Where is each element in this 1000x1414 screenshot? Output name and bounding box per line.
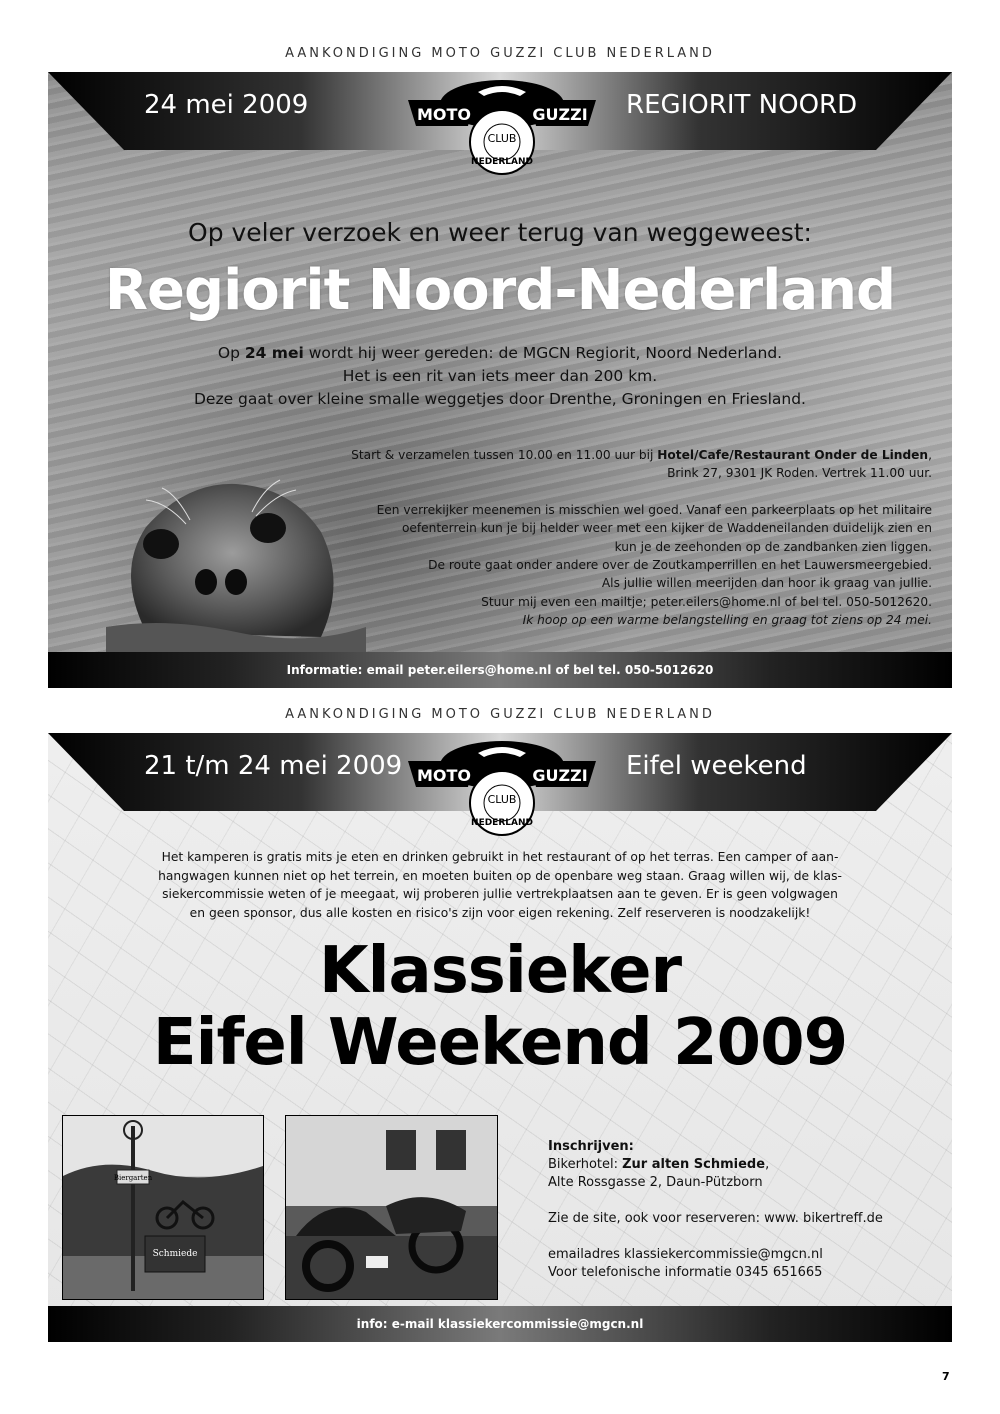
svg-text:GUZZI: GUZZI	[532, 105, 588, 124]
intro-line: Op veler verzoek en weer terug van weggeweest:	[188, 218, 812, 247]
event-banner-title: Eifel weekend	[626, 751, 807, 781]
section-header-label: AANKONDIGING MOTO GUZZI CLUB NEDERLAND	[285, 707, 715, 722]
moto-guzzi-club-logo	[404, 737, 600, 837]
svg-text:NEDERLAND: NEDERLAND	[471, 818, 533, 828]
hotel-sign-photo	[62, 1115, 264, 1300]
section-header-label: AANKONDIGING MOTO GUZZI CLUB NEDERLAND	[285, 46, 715, 61]
svg-text:MOTO: MOTO	[416, 766, 472, 785]
headline: Regiorit Noord-Nederland	[104, 258, 896, 323]
svg-text:MOTO: MOTO	[416, 105, 472, 124]
svg-text:CLUB: CLUB	[487, 793, 517, 806]
event-date: 24 mei 2009	[144, 90, 309, 120]
event-summary: Op 24 mei wordt hij weer gereden: de MGCN Regiorit, Noord Nederland. Het is een rit van iets meer dan 200 km. Deze gaat over kleine smalle weggetjes door Drenthe, Groningen en Friesland.	[193, 344, 806, 408]
svg-text:Biergarten: Biergarten	[113, 1174, 153, 1182]
contact-footer: info: e-mail klassiekercommissie@mgcn.nl	[48, 1306, 952, 1342]
moto-guzzi-club-logo	[404, 76, 600, 176]
svg-text:GUZZI: GUZZI	[532, 766, 588, 785]
page-number: 7	[942, 1370, 950, 1383]
event-banner-title: REGIORIT NOORD	[626, 90, 858, 120]
svg-text:CLUB: CLUB	[487, 132, 517, 145]
announcement-regiorit	[48, 72, 952, 688]
motorcycles-photo	[285, 1115, 498, 1300]
svg-text:Schmiede: Schmiede	[152, 1249, 198, 1259]
announcement-eifel-weekend	[48, 733, 952, 1342]
contact-footer: Informatie: email peter.eilers@home.nl of bel tel. 050-5012620	[48, 652, 952, 688]
headline: Klassieker Eifel Weekend 2009	[152, 934, 848, 1080]
event-date: 21 t/m 24 mei 2009	[144, 751, 403, 781]
camping-info: Het kamperen is gratis mits je eten en drinken gebruikt in het restaurant of op het terras. Een camper of aan- hangwagen kunnen niet op het terrein, en moeten buiten op de openbare weg staan. Graag willen wij, de klas- siekercommissie weten of je meegaat, wij proberen jullie vertrekplaatsen aan te geven. Er is geen volgwagen en geen sponsor, dus alle kosten en risico's zijn voor eigen rekening. Zelf reserveren is noodzakelijk!	[158, 850, 842, 920]
event-details: Start & verzamelen tussen 10.00 en 11.00 uur bij Hotel/Cafe/Restaurant Onder de Linden, Brink 27, 9301 JK Roden. Vertrek 11.00 uur. Een verrekijker meenemen is misschien wel goed. Vanaf een parkeerplaats op het militaire oefenterrein kun je bij helder weer met een kijker de Waddeneilanden duidelijk zien en kun je de zeehonden op de zandbanken zien liggen. De route gaat onder andere over de Zoutkamperrillen en het Lauwersmeergebied. Als jullie willen meerijden dan hoor ik graag van jullie. Stuur mij even een mailtje; peter.eilers@home.nl of bel tel. 050-5012620. Ik hoop op een warme belangstelling en graag tot ziens op 24 mei.	[351, 448, 932, 628]
registration-info: Inschrijven: Bikerhotel: Zur alten Schmiede, Alte Rossgasse 2, Daun-Pützborn Zie de site, ook voor reserveren: www. bikertreff.de emailadres klassiekercommissie@mgcn.nl Voor telefonische informatie 0345 651665	[548, 1139, 883, 1280]
svg-text:NEDERLAND: NEDERLAND	[471, 157, 533, 167]
